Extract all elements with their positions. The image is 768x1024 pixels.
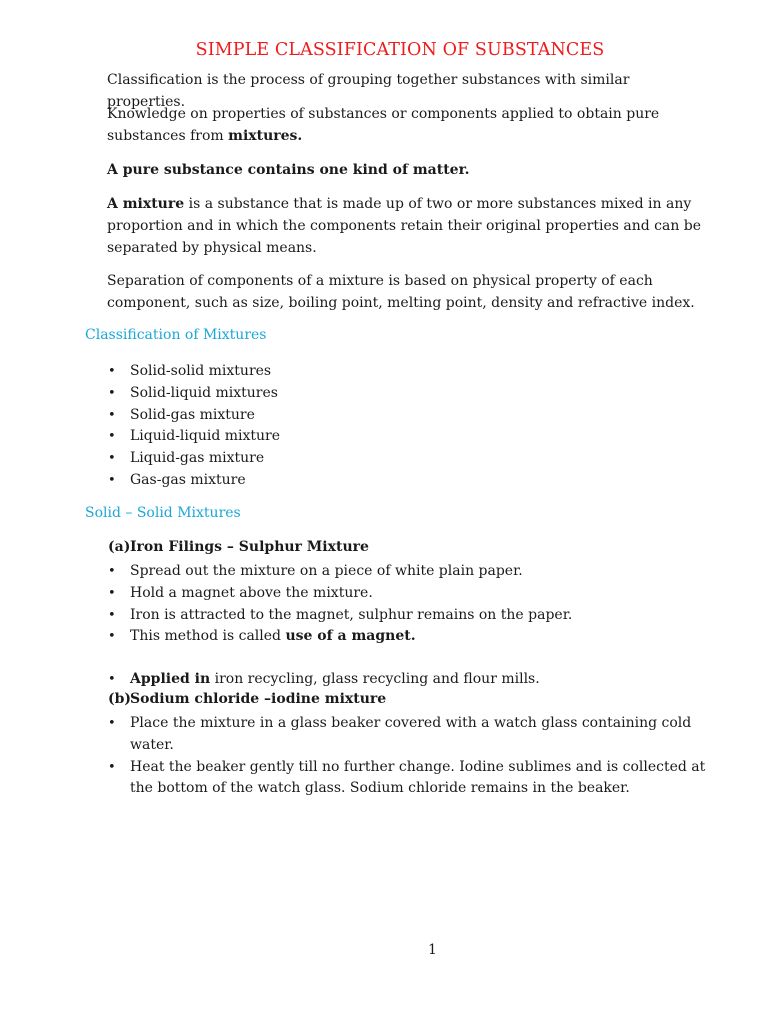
iron-sulphur-subheading xyxy=(108,539,369,555)
mixture-definition-text: is a substance that is made up of two or more substances mixed in any proportion and in which the components retain their original properties and can be separated by physical means. xyxy=(107,196,702,256)
list-item: • Place the mixture in a glass beaker covered with a watch glass containing cold water. xyxy=(108,713,708,757)
intro-paragraph-knowledge xyxy=(107,103,707,147)
list-item: • Hold a magnet above the mixture. xyxy=(108,583,708,605)
sodium-iodine-subheading xyxy=(108,691,386,707)
list-item: • Iron is attracted to the magnet, sulphur remains on the paper. xyxy=(108,605,708,627)
sodium-iodine-title: Sodium chloride –iodine mixture xyxy=(130,691,387,707)
mixture-term: A mixture xyxy=(107,196,185,212)
subheading-label-a: (a) xyxy=(108,539,131,555)
iron-sulphur-title: Iron Filings – Sulphur Mixture xyxy=(130,539,369,555)
page-number: 1 xyxy=(428,942,437,958)
separation-paragraph: Separation of components of a mixture is based on physical property of each component, such as size, boiling point, melting point, density and refractive index. xyxy=(107,273,695,311)
list-item: • Solid-solid mixtures xyxy=(108,361,708,383)
subheading-label-b: (b) xyxy=(108,691,132,707)
mixtures-bold: mixtures. xyxy=(228,128,303,144)
sodium-iodine-steps xyxy=(108,713,708,800)
method-text: This method is called xyxy=(130,628,286,645)
classification-heading: Classification of Mixtures xyxy=(85,327,267,343)
applied-text: iron recycling, glass recycling and flour mills. xyxy=(210,671,540,687)
list-item: • Spread out the mixture on a piece of white plain paper. xyxy=(108,561,708,583)
iron-sulphur-steps xyxy=(108,561,708,648)
pure-substance-statement: A pure substance contains one kind of matter. xyxy=(107,162,470,178)
classification-list xyxy=(108,361,708,492)
solid-solid-heading: Solid – Solid Mixtures xyxy=(85,505,241,521)
applied-list xyxy=(108,669,708,691)
intro-paragraph-classification: Classification is the process of grouping together substances with similar properties. xyxy=(107,72,630,110)
list-item: • Gas-gas mixture xyxy=(108,470,708,492)
applied-bold: Applied in xyxy=(130,671,211,687)
list-item: • Heat the beaker gently till no further change. Iodine sublimes and is collected at the bottom of the watch glass. Sodium chloride remains in the beaker. xyxy=(108,757,708,801)
list-item: • Solid-gas mixture xyxy=(108,405,708,427)
list-item: • Liquid-liquid mixture xyxy=(108,426,708,448)
list-item xyxy=(108,626,708,648)
list-item: • Solid-liquid mixtures xyxy=(108,383,708,405)
list-item: • Liquid-gas mixture xyxy=(108,448,708,470)
list-item xyxy=(108,669,708,691)
page-title: SIMPLE CLASSIFICATION OF SUBSTANCES xyxy=(195,40,605,60)
mixture-definition xyxy=(107,193,707,259)
method-bold: use of a magnet. xyxy=(285,628,416,645)
knowledge-text: Knowledge on properties of substances or components applied to obtain pure substances from xyxy=(107,106,660,144)
